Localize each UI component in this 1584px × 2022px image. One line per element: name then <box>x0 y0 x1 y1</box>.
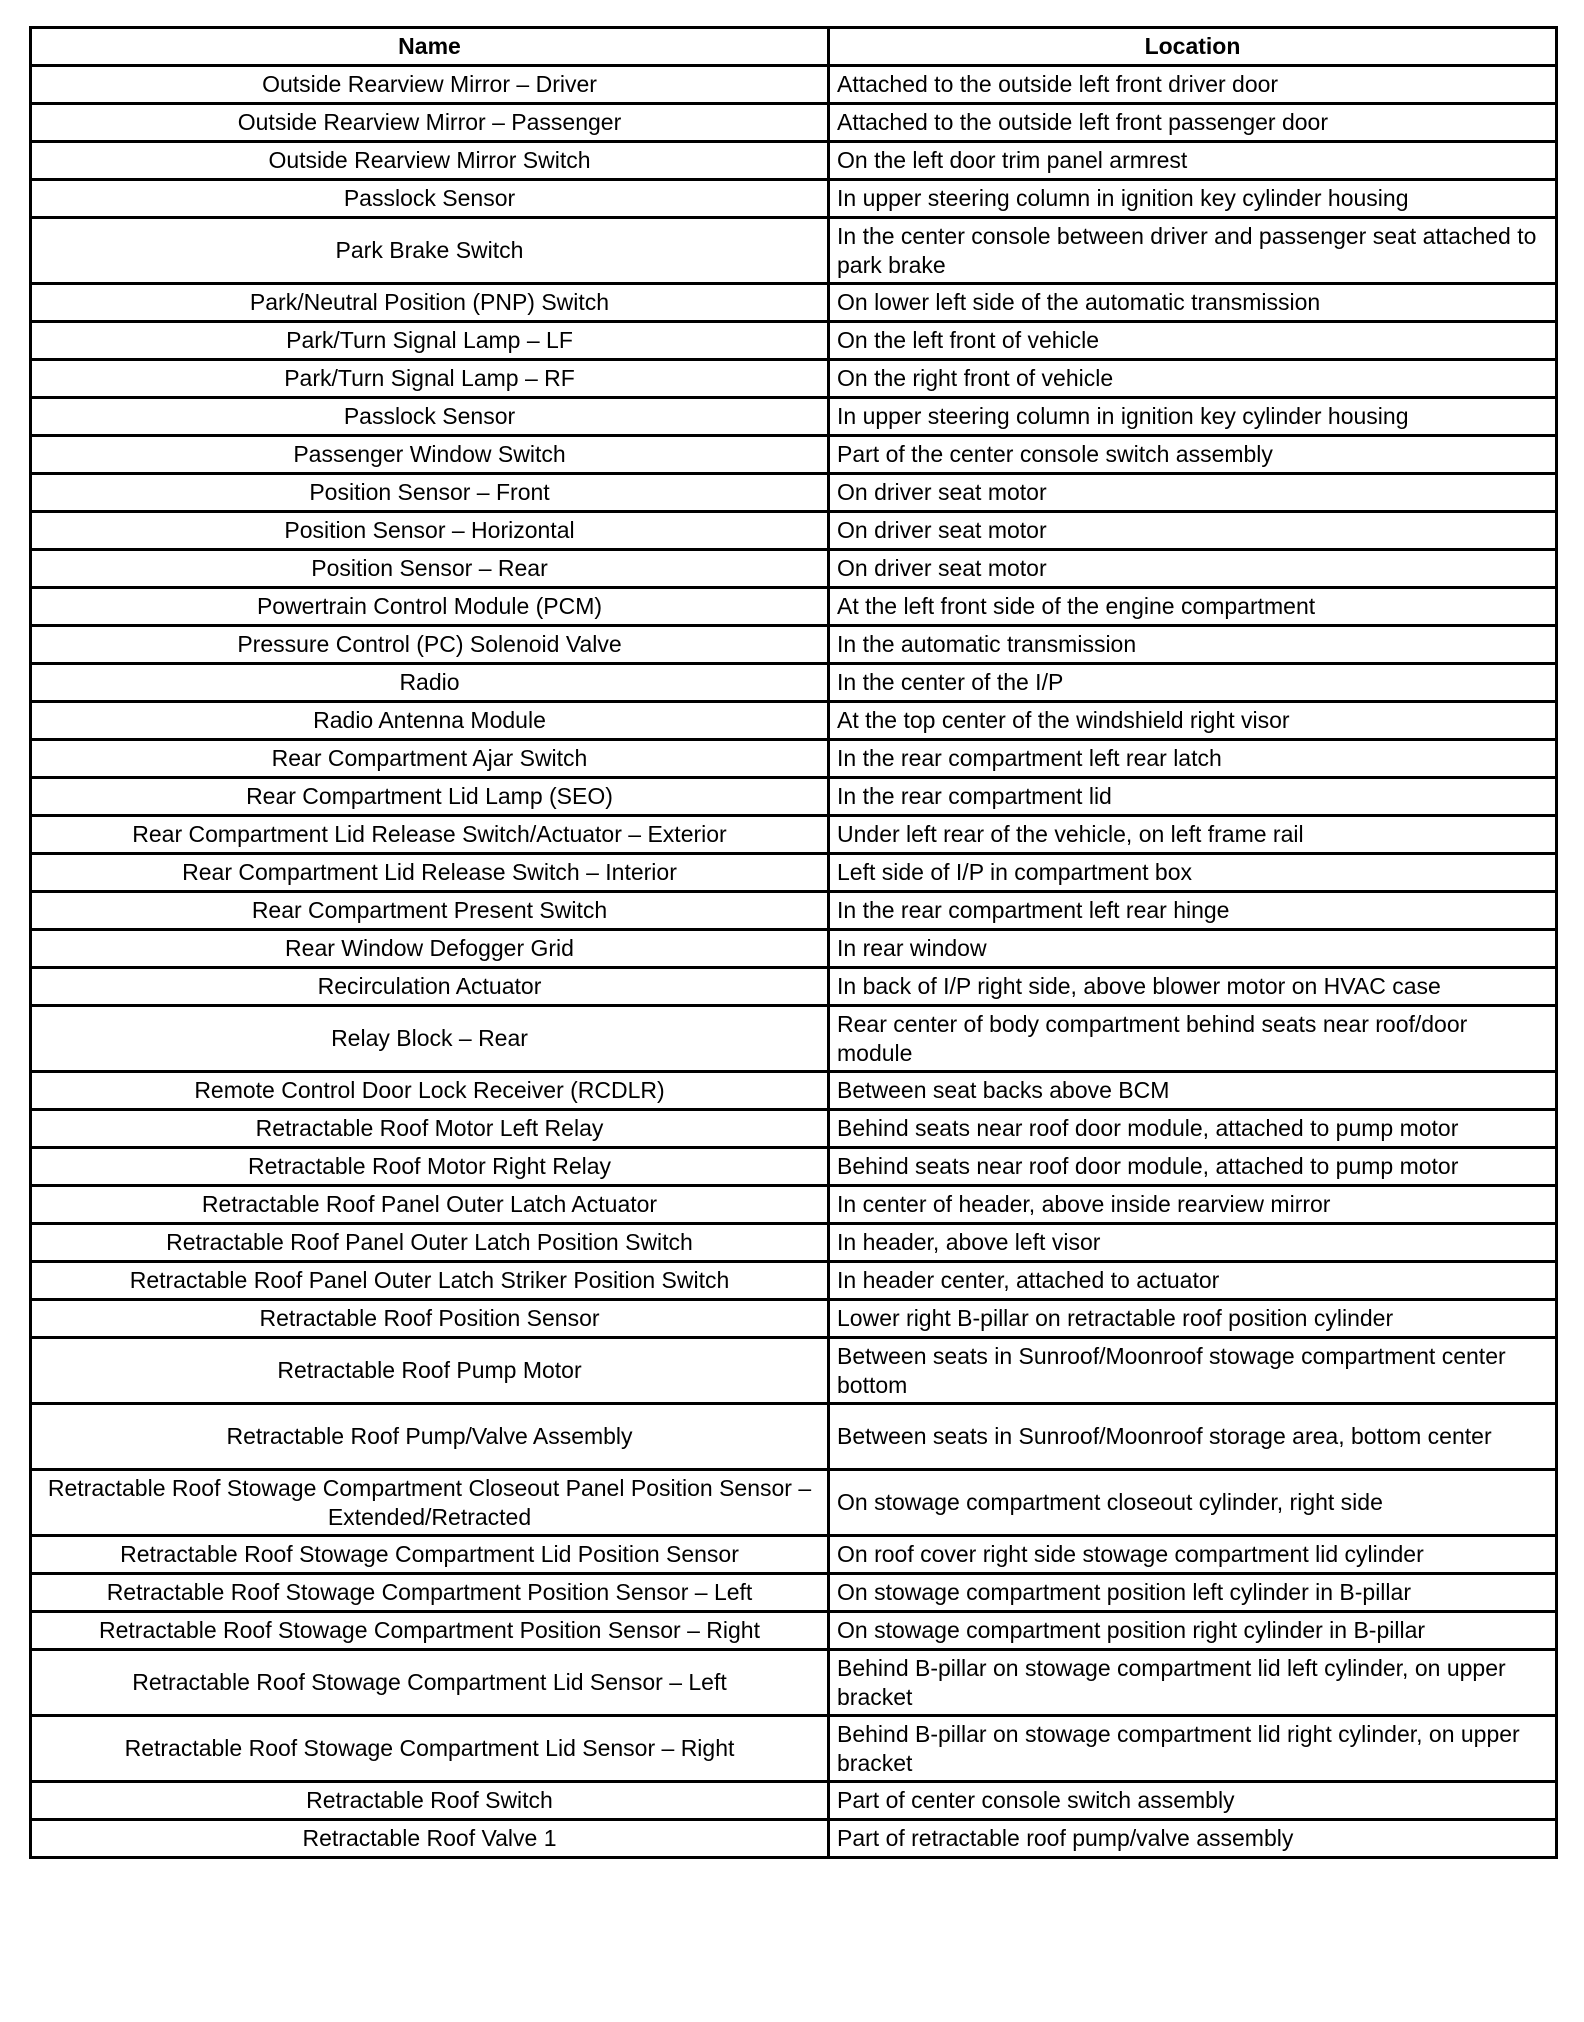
table-row <box>31 854 1557 892</box>
component-name-cell: Rear Compartment Lid Lamp (SEO) <box>31 778 829 816</box>
table-row <box>31 1574 1557 1612</box>
component-location-cell: Behind B-pillar on stowage compartment lid right cylinder, on upper bracket <box>829 1716 1557 1782</box>
component-location-cell: Attached to the outside left front passenger door <box>829 104 1557 142</box>
component-name-cell: Retractable Roof Stowage Compartment Lid Position Sensor <box>31 1536 829 1574</box>
table-row <box>31 1612 1557 1650</box>
component-name-cell: Retractable Roof Panel Outer Latch Position Switch <box>31 1224 829 1262</box>
component-name-cell: Outside Rearview Mirror Switch <box>31 142 829 180</box>
table-header-row <box>31 28 1557 66</box>
table-row <box>31 702 1557 740</box>
table-row <box>31 1820 1557 1858</box>
table-row <box>31 1186 1557 1224</box>
component-location-cell: At the top center of the windshield right visor <box>829 702 1557 740</box>
component-location-cell: Behind B-pillar on stowage compartment lid left cylinder, on upper bracket <box>829 1650 1557 1716</box>
component-location-cell: Behind seats near roof door module, attached to pump motor <box>829 1148 1557 1186</box>
table-row <box>31 740 1557 778</box>
table-row <box>31 398 1557 436</box>
table-row <box>31 436 1557 474</box>
component-location-cell: On stowage compartment position left cylinder in B-pillar <box>829 1574 1557 1612</box>
component-location-cell: On driver seat motor <box>829 512 1557 550</box>
component-name-cell: Retractable Roof Stowage Compartment Position Sensor – Left <box>31 1574 829 1612</box>
component-name-cell: Park/Turn Signal Lamp – RF <box>31 360 829 398</box>
component-location-cell: On driver seat motor <box>829 550 1557 588</box>
table-row <box>31 180 1557 218</box>
component-location-cell: In the rear compartment left rear latch <box>829 740 1557 778</box>
component-location-cell: In rear window <box>829 930 1557 968</box>
component-name-cell: Radio Antenna Module <box>31 702 829 740</box>
component-name-cell: Park Brake Switch <box>31 218 829 284</box>
table-row <box>31 66 1557 104</box>
component-location-cell: Part of the center console switch assembly <box>829 436 1557 474</box>
component-name-cell: Retractable Roof Stowage Compartment Lid Sensor – Right <box>31 1716 829 1782</box>
component-name-cell: Retractable Roof Stowage Compartment Position Sensor – Right <box>31 1612 829 1650</box>
component-name-cell: Retractable Roof Valve 1 <box>31 1820 829 1858</box>
table-row <box>31 1262 1557 1300</box>
table-body <box>31 66 1557 1858</box>
component-location-cell: In the rear compartment left rear hinge <box>829 892 1557 930</box>
table-row <box>31 512 1557 550</box>
table-row <box>31 892 1557 930</box>
component-location-cell: In header, above left visor <box>829 1224 1557 1262</box>
component-name-cell: Remote Control Door Lock Receiver (RCDLR) <box>31 1072 829 1110</box>
component-name-cell: Powertrain Control Module (PCM) <box>31 588 829 626</box>
component-location-cell: In the center console between driver and passenger seat attached to park brake <box>829 218 1557 284</box>
component-location-cell: In header center, attached to actuator <box>829 1262 1557 1300</box>
table-row <box>31 1072 1557 1110</box>
component-location-cell: In the rear compartment lid <box>829 778 1557 816</box>
table-row <box>31 1006 1557 1072</box>
component-name-cell: Retractable Roof Motor Right Relay <box>31 1148 829 1186</box>
table-row <box>31 104 1557 142</box>
component-name-cell: Outside Rearview Mirror – Driver <box>31 66 829 104</box>
table-row <box>31 1110 1557 1148</box>
component-name-cell: Retractable Roof Stowage Compartment Closeout Panel Position Sensor – Extended/Retracted <box>31 1470 829 1536</box>
column-header-location: Location <box>829 28 1557 66</box>
component-name-cell: Rear Window Defogger Grid <box>31 930 829 968</box>
component-name-cell: Retractable Roof Position Sensor <box>31 1300 829 1338</box>
component-location-cell: In center of header, above inside rearview mirror <box>829 1186 1557 1224</box>
component-location-cell: On stowage compartment closeout cylinder, right side <box>829 1470 1557 1536</box>
component-name-cell: Passlock Sensor <box>31 398 829 436</box>
component-location-cell: On roof cover right side stowage compartment lid cylinder <box>829 1536 1557 1574</box>
component-location-cell: In the automatic transmission <box>829 626 1557 664</box>
component-location-cell: In back of I/P right side, above blower motor on HVAC case <box>829 968 1557 1006</box>
component-name-cell: Retractable Roof Panel Outer Latch Actuator <box>31 1186 829 1224</box>
component-name-cell: Retractable Roof Panel Outer Latch Striker Position Switch <box>31 1262 829 1300</box>
component-name-cell: Passlock Sensor <box>31 180 829 218</box>
table-row <box>31 1300 1557 1338</box>
component-name-cell: Position Sensor – Rear <box>31 550 829 588</box>
component-name-cell: Park/Turn Signal Lamp – LF <box>31 322 829 360</box>
component-location-cell: On stowage compartment position right cylinder in B-pillar <box>829 1612 1557 1650</box>
component-location-cell: Part of retractable roof pump/valve assembly <box>829 1820 1557 1858</box>
component-name-cell: Position Sensor – Horizontal <box>31 512 829 550</box>
table-row <box>31 1338 1557 1404</box>
table-row <box>31 1650 1557 1716</box>
component-location-cell: Behind seats near roof door module, attached to pump motor <box>829 1110 1557 1148</box>
component-location-cell: Part of center console switch assembly <box>829 1782 1557 1820</box>
component-name-cell: Rear Compartment Present Switch <box>31 892 829 930</box>
table-row <box>31 588 1557 626</box>
component-name-cell: Recirculation Actuator <box>31 968 829 1006</box>
component-location-cell: On the left front of vehicle <box>829 322 1557 360</box>
table-row <box>31 142 1557 180</box>
table-row <box>31 284 1557 322</box>
table-row <box>31 1782 1557 1820</box>
table-row <box>31 626 1557 664</box>
component-name-cell: Relay Block – Rear <box>31 1006 829 1072</box>
table-row <box>31 1224 1557 1262</box>
component-location-cell: At the left front side of the engine compartment <box>829 588 1557 626</box>
table-row <box>31 1404 1557 1470</box>
table-row <box>31 816 1557 854</box>
component-name-cell: Retractable Roof Motor Left Relay <box>31 1110 829 1148</box>
component-location-cell: On the right front of vehicle <box>829 360 1557 398</box>
component-name-cell: Position Sensor – Front <box>31 474 829 512</box>
table-row <box>31 1536 1557 1574</box>
component-name-cell: Rear Compartment Lid Release Switch/Actuator – Exterior <box>31 816 829 854</box>
table-row <box>31 664 1557 702</box>
component-name-cell: Retractable Roof Pump Motor <box>31 1338 829 1404</box>
component-name-cell: Passenger Window Switch <box>31 436 829 474</box>
component-location-cell: In the center of the I/P <box>829 664 1557 702</box>
table-row <box>31 968 1557 1006</box>
component-location-cell: Between seats in Sunroof/Moonroof storage area, bottom center <box>829 1404 1557 1470</box>
component-name-cell: Retractable Roof Pump/Valve Assembly <box>31 1404 829 1470</box>
component-location-cell: Attached to the outside left front driver door <box>829 66 1557 104</box>
component-name-cell: Outside Rearview Mirror – Passenger <box>31 104 829 142</box>
component-locator-table-container <box>29 26 1555 1859</box>
component-location-cell: Rear center of body compartment behind seats near roof/door module <box>829 1006 1557 1072</box>
table-row <box>31 778 1557 816</box>
component-location-cell: On driver seat motor <box>829 474 1557 512</box>
component-locator-table <box>29 26 1558 1859</box>
component-location-cell: Left side of I/P in compartment box <box>829 854 1557 892</box>
component-location-cell: On the left door trim panel armrest <box>829 142 1557 180</box>
component-name-cell: Retractable Roof Switch <box>31 1782 829 1820</box>
component-name-cell: Rear Compartment Lid Release Switch – Interior <box>31 854 829 892</box>
component-location-cell: Under left rear of the vehicle, on left frame rail <box>829 816 1557 854</box>
column-header-name: Name <box>31 28 829 66</box>
table-row <box>31 360 1557 398</box>
component-location-cell: In upper steering column in ignition key cylinder housing <box>829 180 1557 218</box>
component-name-cell: Pressure Control (PC) Solenoid Valve <box>31 626 829 664</box>
component-name-cell: Retractable Roof Stowage Compartment Lid Sensor – Left <box>31 1650 829 1716</box>
table-row <box>31 218 1557 284</box>
table-row <box>31 474 1557 512</box>
component-location-cell: Between seat backs above BCM <box>829 1072 1557 1110</box>
component-name-cell: Radio <box>31 664 829 702</box>
component-location-cell: On lower left side of the automatic transmission <box>829 284 1557 322</box>
table-row <box>31 930 1557 968</box>
component-location-cell: Lower right B-pillar on retractable roof position cylinder <box>829 1300 1557 1338</box>
component-location-cell: Between seats in Sunroof/Moonroof stowage compartment center bottom <box>829 1338 1557 1404</box>
table-row <box>31 322 1557 360</box>
component-name-cell: Park/Neutral Position (PNP) Switch <box>31 284 829 322</box>
component-location-cell: In upper steering column in ignition key cylinder housing <box>829 398 1557 436</box>
table-row <box>31 1470 1557 1536</box>
component-name-cell: Rear Compartment Ajar Switch <box>31 740 829 778</box>
table-row <box>31 550 1557 588</box>
table-row <box>31 1716 1557 1782</box>
table-row <box>31 1148 1557 1186</box>
